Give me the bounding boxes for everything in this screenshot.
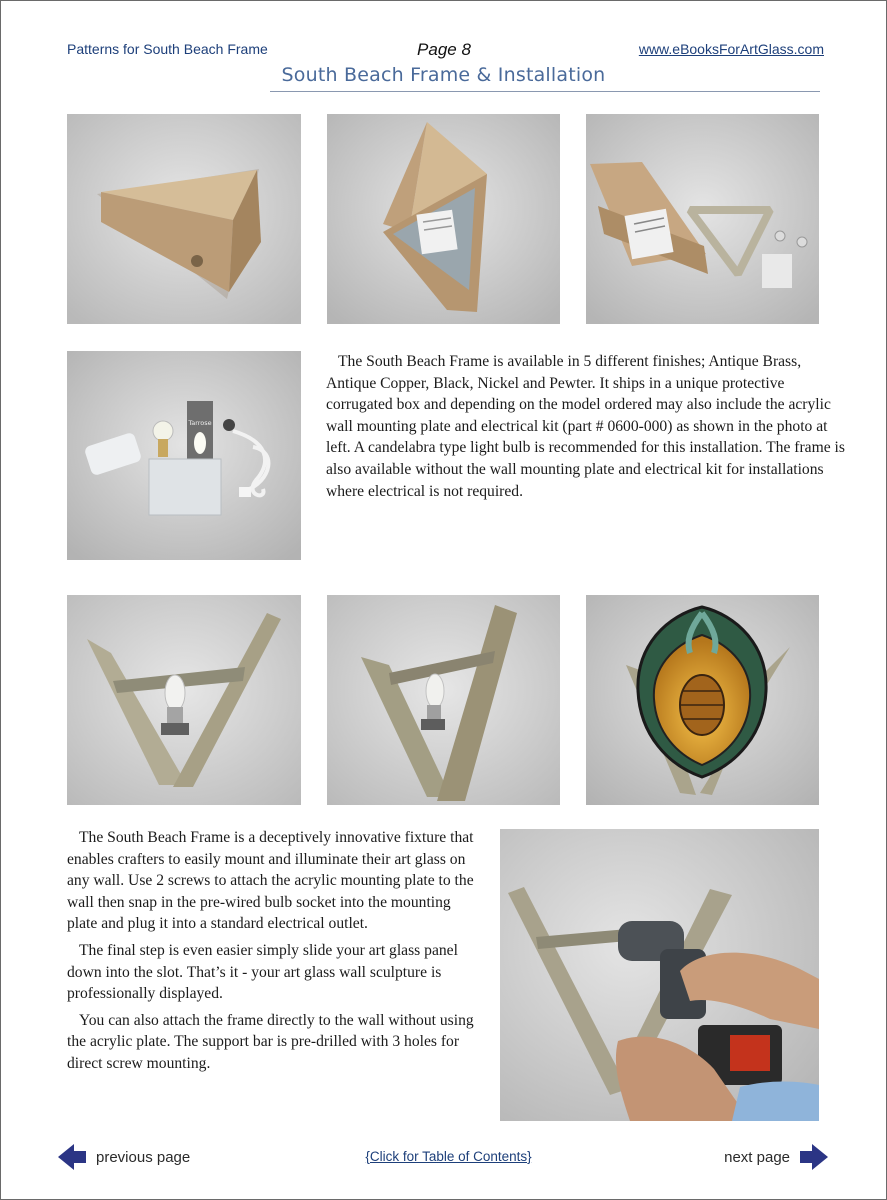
section-title: South Beach Frame & Installation (281, 64, 606, 86)
next-page-button[interactable] (724, 1144, 828, 1170)
header-divider (270, 91, 820, 92)
previous-page-label: previous page (96, 1148, 191, 1166)
website-link[interactable]: www.eBooksForArtGlass.com (638, 41, 824, 57)
ebook-title: Patterns for South Beach Frame (67, 41, 268, 57)
next-page-label: next page (724, 1148, 790, 1166)
lit-glass-panel-photo (586, 595, 819, 805)
drill-installation-photo (500, 829, 819, 1121)
intro-paragraph-text: The South Beach Frame is available in 5 different finishes; Antique Brass, Antique Copper, Black, Nickel and Pewter. It ships in a unique protective corrugated box and depending on the model ordered may also include the acrylic wall mounting plate and electrical kit (part # 0600-000) as shown in the photo at left. A candelabra type light bulb is recommended for this installation. The frame is also available without the wall mounting plate and electrical kit for installations where electrical is not required. (326, 353, 845, 500)
open-box-photo (327, 114, 560, 324)
page-number: Page 8 (417, 40, 471, 59)
electrical-kit-photo (67, 351, 301, 560)
installation-paragraph-1: The South Beach Frame is a deceptively innovative fixture that enables crafters to easily mount and illuminate their art glass on any wall. Use 2 screws to attach the acrylic mounting plate to the wall then snap in the pre-wired bulb socket into the mounting plate and plug it into a standard electrical outlet. (67, 829, 474, 933)
closed-box-photo (67, 114, 301, 324)
installation-paragraph-3: You can also attach the frame directly to the wall without using the acrylic plate. The support bar is pre-drilled with 3 holes for direct screw mounting. (67, 1011, 474, 1072)
box-contents-photo (586, 114, 819, 324)
installation-text (67, 827, 483, 1075)
frame-side-view-photo (327, 595, 560, 805)
intro-paragraph (326, 351, 846, 502)
kit-box-label: Tarrose (188, 419, 212, 427)
right-arrow-icon (800, 1144, 828, 1170)
frame-with-bulb-photo (67, 595, 301, 805)
table-of-contents-link[interactable]: {Click for Table of Contents} (365, 1149, 532, 1164)
installation-paragraph-2: The final step is even easier simply slide your art glass panel down into the slot. That’s it - your art glass wall sculpture is professionally displayed. (67, 941, 458, 1003)
